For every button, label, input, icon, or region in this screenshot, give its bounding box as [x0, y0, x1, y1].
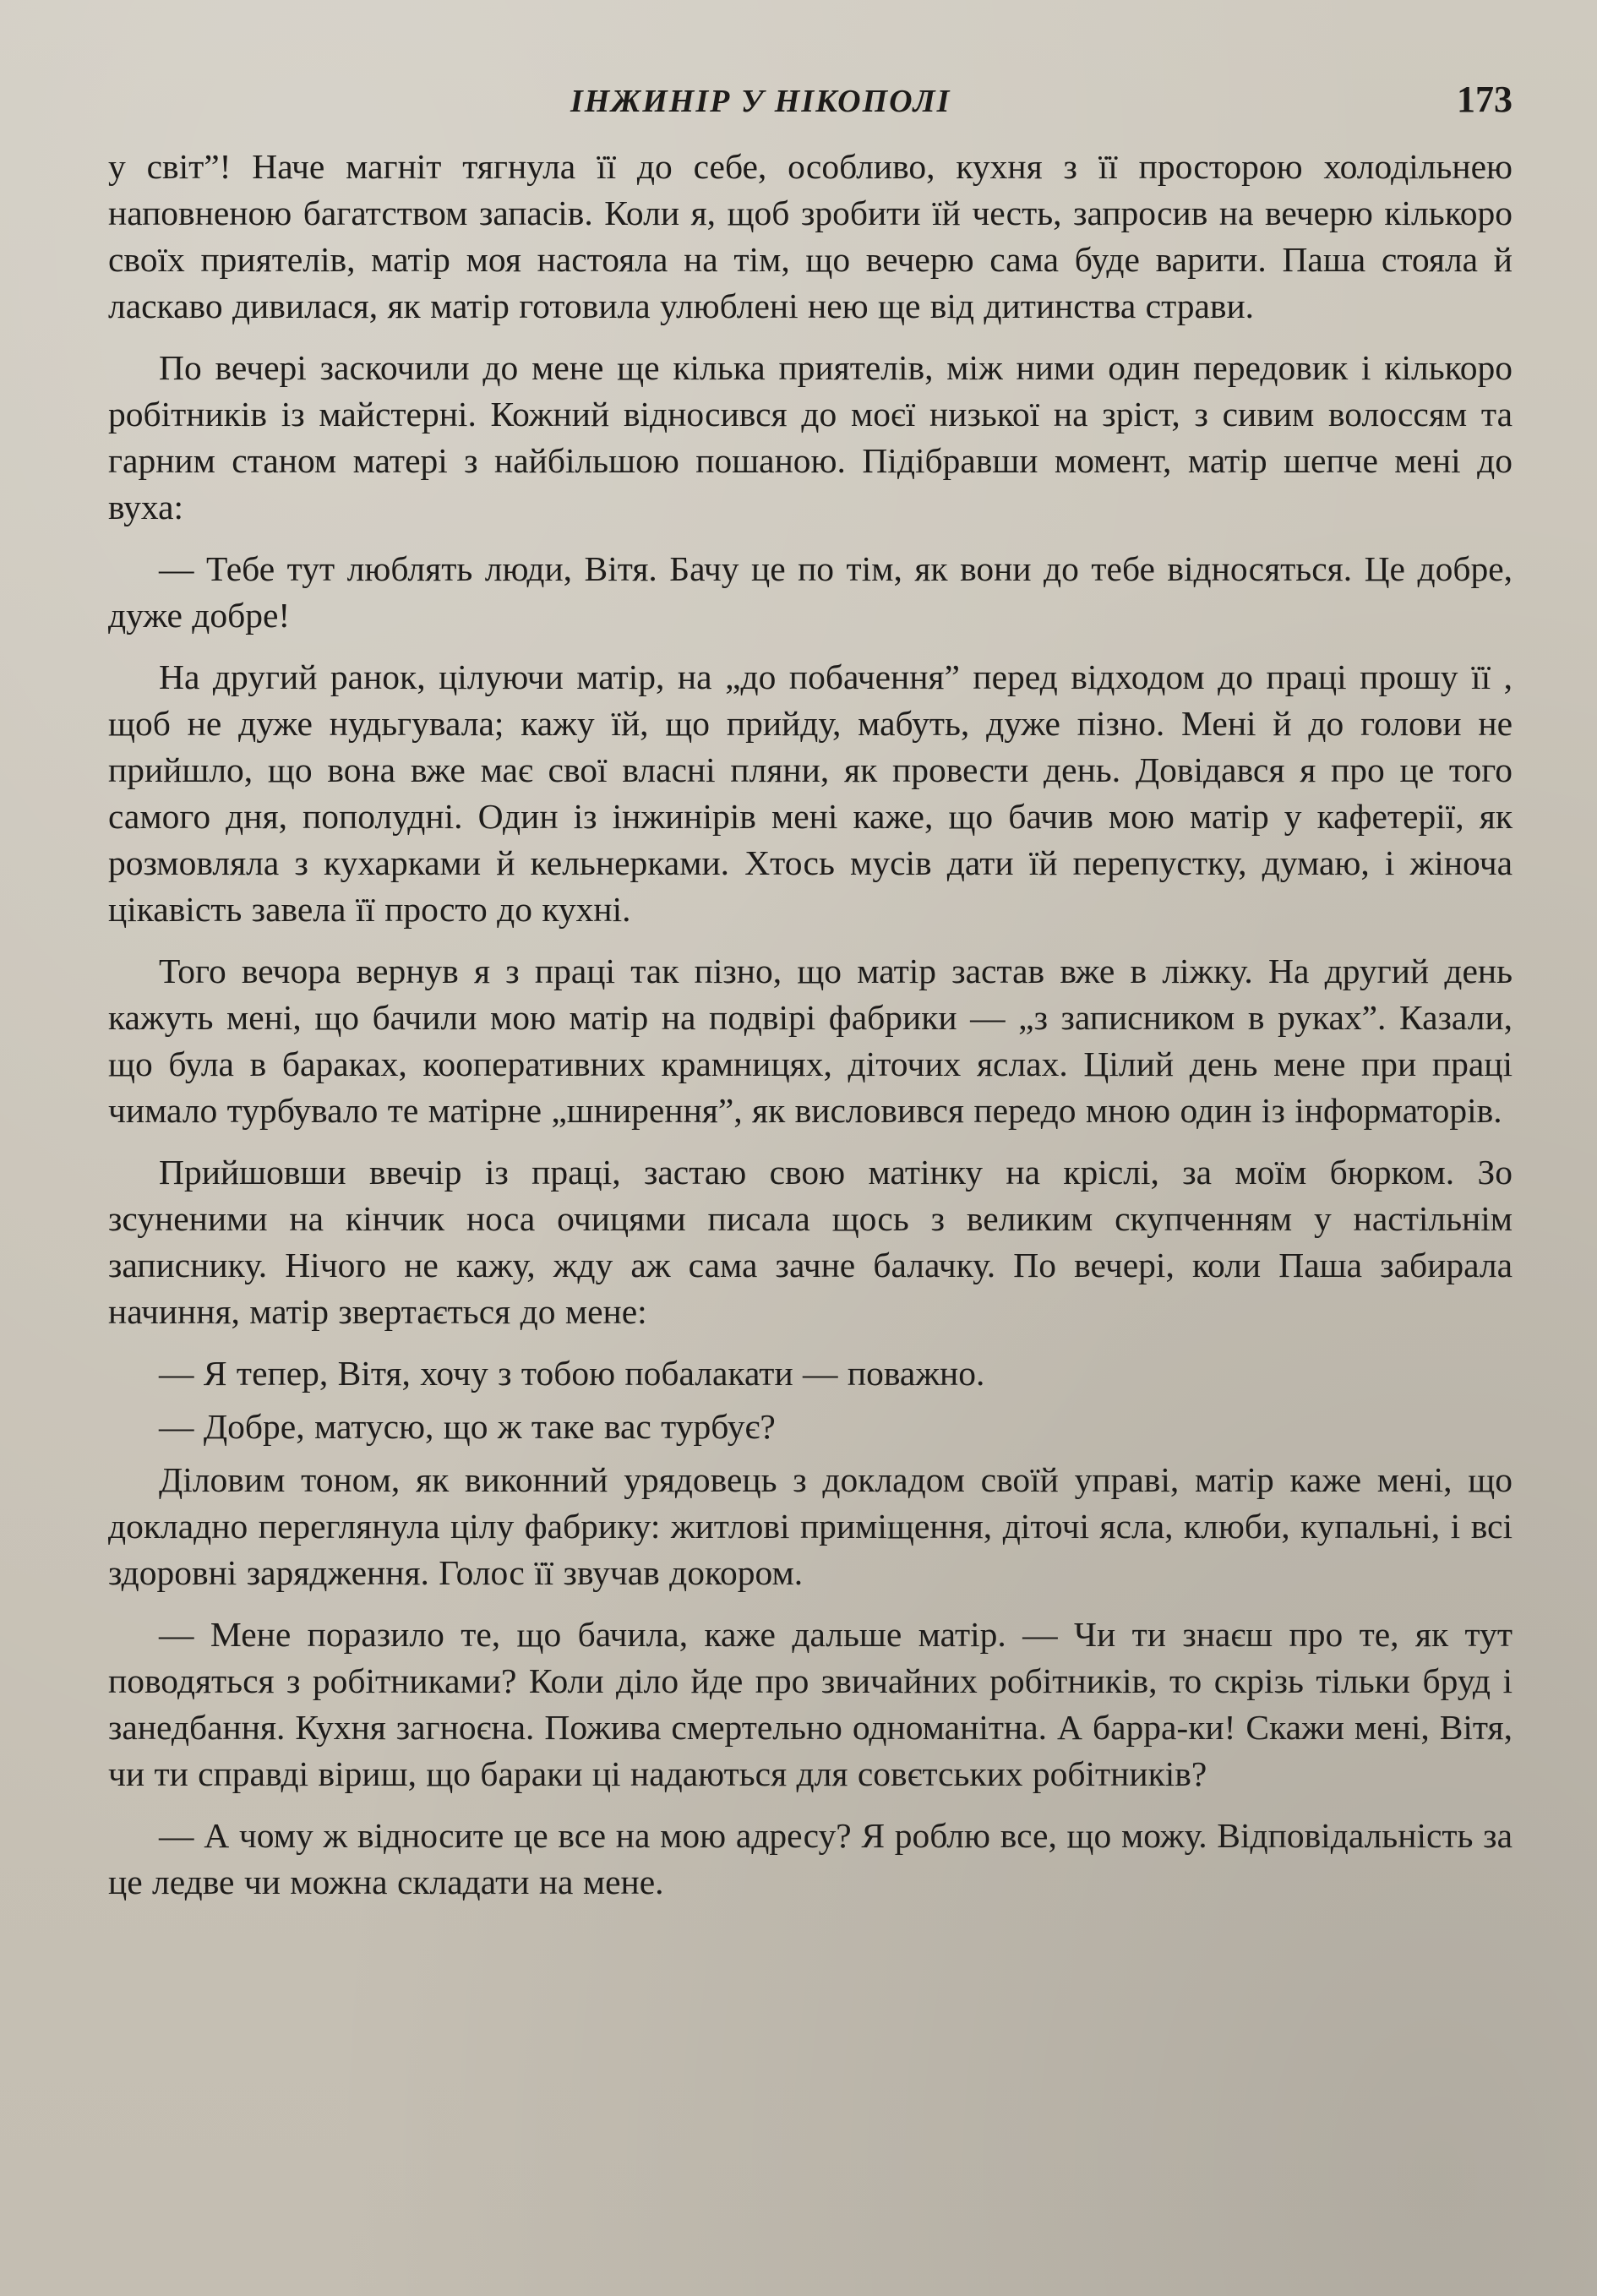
running-title: ІНЖИНІР У НІКОПОЛІ [570, 84, 951, 119]
paragraph: По вечері заскочили до мене ще кілька приятелів, між ними один передовик і кількоро робітників із майстерні. Кожний відносився до моєї низької на зріст, з сивим волоссям та гарним станом матері з найбільшою пошаною. Підібравши момент, матір шепче мені до вуха: [108, 348, 1513, 526]
dialogue-line: — Мене поразило те, що бачила, каже дальше матір. — Чи ти знаєш про те, як тут поводяться з робітниками? Коли діло йде про звичайних робітників, то скрізь тільки бруд і занедбання. Кухня загноєна. Пожива смертельно одноманітна. А барра-ки! Скажи мені, Вітя, чи ти справді віриш, що бараки ці надаються для совєтських робітників? [108, 1615, 1513, 1793]
dialogue-line: — Добре, матусю, що ж таке вас турбує? [159, 1407, 776, 1446]
dialogue-line: — Я тепер, Вітя, хочу з тобою побалакати — поважно. [159, 1354, 985, 1393]
dialogue-line: — А чому ж відносите це все на мою адресу? Я роблю все, що можу. Відповідальність за це ледве чи можна складати на мене. [108, 1816, 1513, 1901]
page-number: 173 [1457, 79, 1513, 120]
paragraph: Діловим тоном, як виконний урядовець з докладом своїй управі, матір каже мені, що докладно переглянула цілу фабрику: житлові приміщення, діточі ясла, клюби, купальні, і всі здоровні зарядження. Голос її звучав докором. [108, 1460, 1513, 1592]
paragraph: Прийшовши ввечір із праці, застаю свою матінку на кріслі, за моїм бюрком. Зо зсуненими на кінчик носа очицями писала щось з великим скупченням у настільнім записнику. Нічого не кажу, жду аж сама зачне балачку. По вечері, коли Паша забирала начиння, матір звертається до мене: [108, 1153, 1513, 1331]
page-header [110, 78, 1513, 128]
dialogue-line: — Тебе тут люблять люди, Вітя. Бачу це по тім, як вони до тебе відносяться. Це добре, дуже добре! [108, 549, 1513, 635]
paragraph: у світ”! Наче магніт тягнула її до себе, особливо, кухня з її просторою холодільнею наповненою багатством запасів. Коли я, щоб зробити їй честь, запросив на вечерю кількоро своїх приятелів, матір моя настояла на тім, що вечерю сама буде варити. Паша стояла й ласкаво дивилася, як матір готовила улюблені нею ще від дитинства страви. [108, 147, 1513, 325]
paragraph: На другий ранок, цілуючи матір, на „до побачення” перед відходом до праці прошу її , щоб не дуже нудьгувала; кажу їй, що прийду, мабуть, дуже пізно. Мені й до голови не прийшло, що вона вже має свої власні пляни, як провести день. Довідався я про це того самого дня, пополудні. Один із інжинірів мені каже, що бачив мою матір у кафетерії, як розмовляла з кухарками й кельнерками. Хтось мусів дати їй перепустку, думаю, і жіноча цікавість завела її просто до кухні. [108, 657, 1513, 929]
body-text [108, 144, 1513, 1921]
paragraph: Того вечора вернув я з праці так пізно, що матір застав вже в ліжку. На другий день кажуть мені, що бачили мою матір на подвірі фабрики — „з записником в руках”. Казали, що була в бараках, кооперативних крамницях, діточих яслах. Цілий день мене при праці чимало турбувало те матірне „шнирення”, як висловився передо мною один із інформаторів. [108, 952, 1513, 1130]
